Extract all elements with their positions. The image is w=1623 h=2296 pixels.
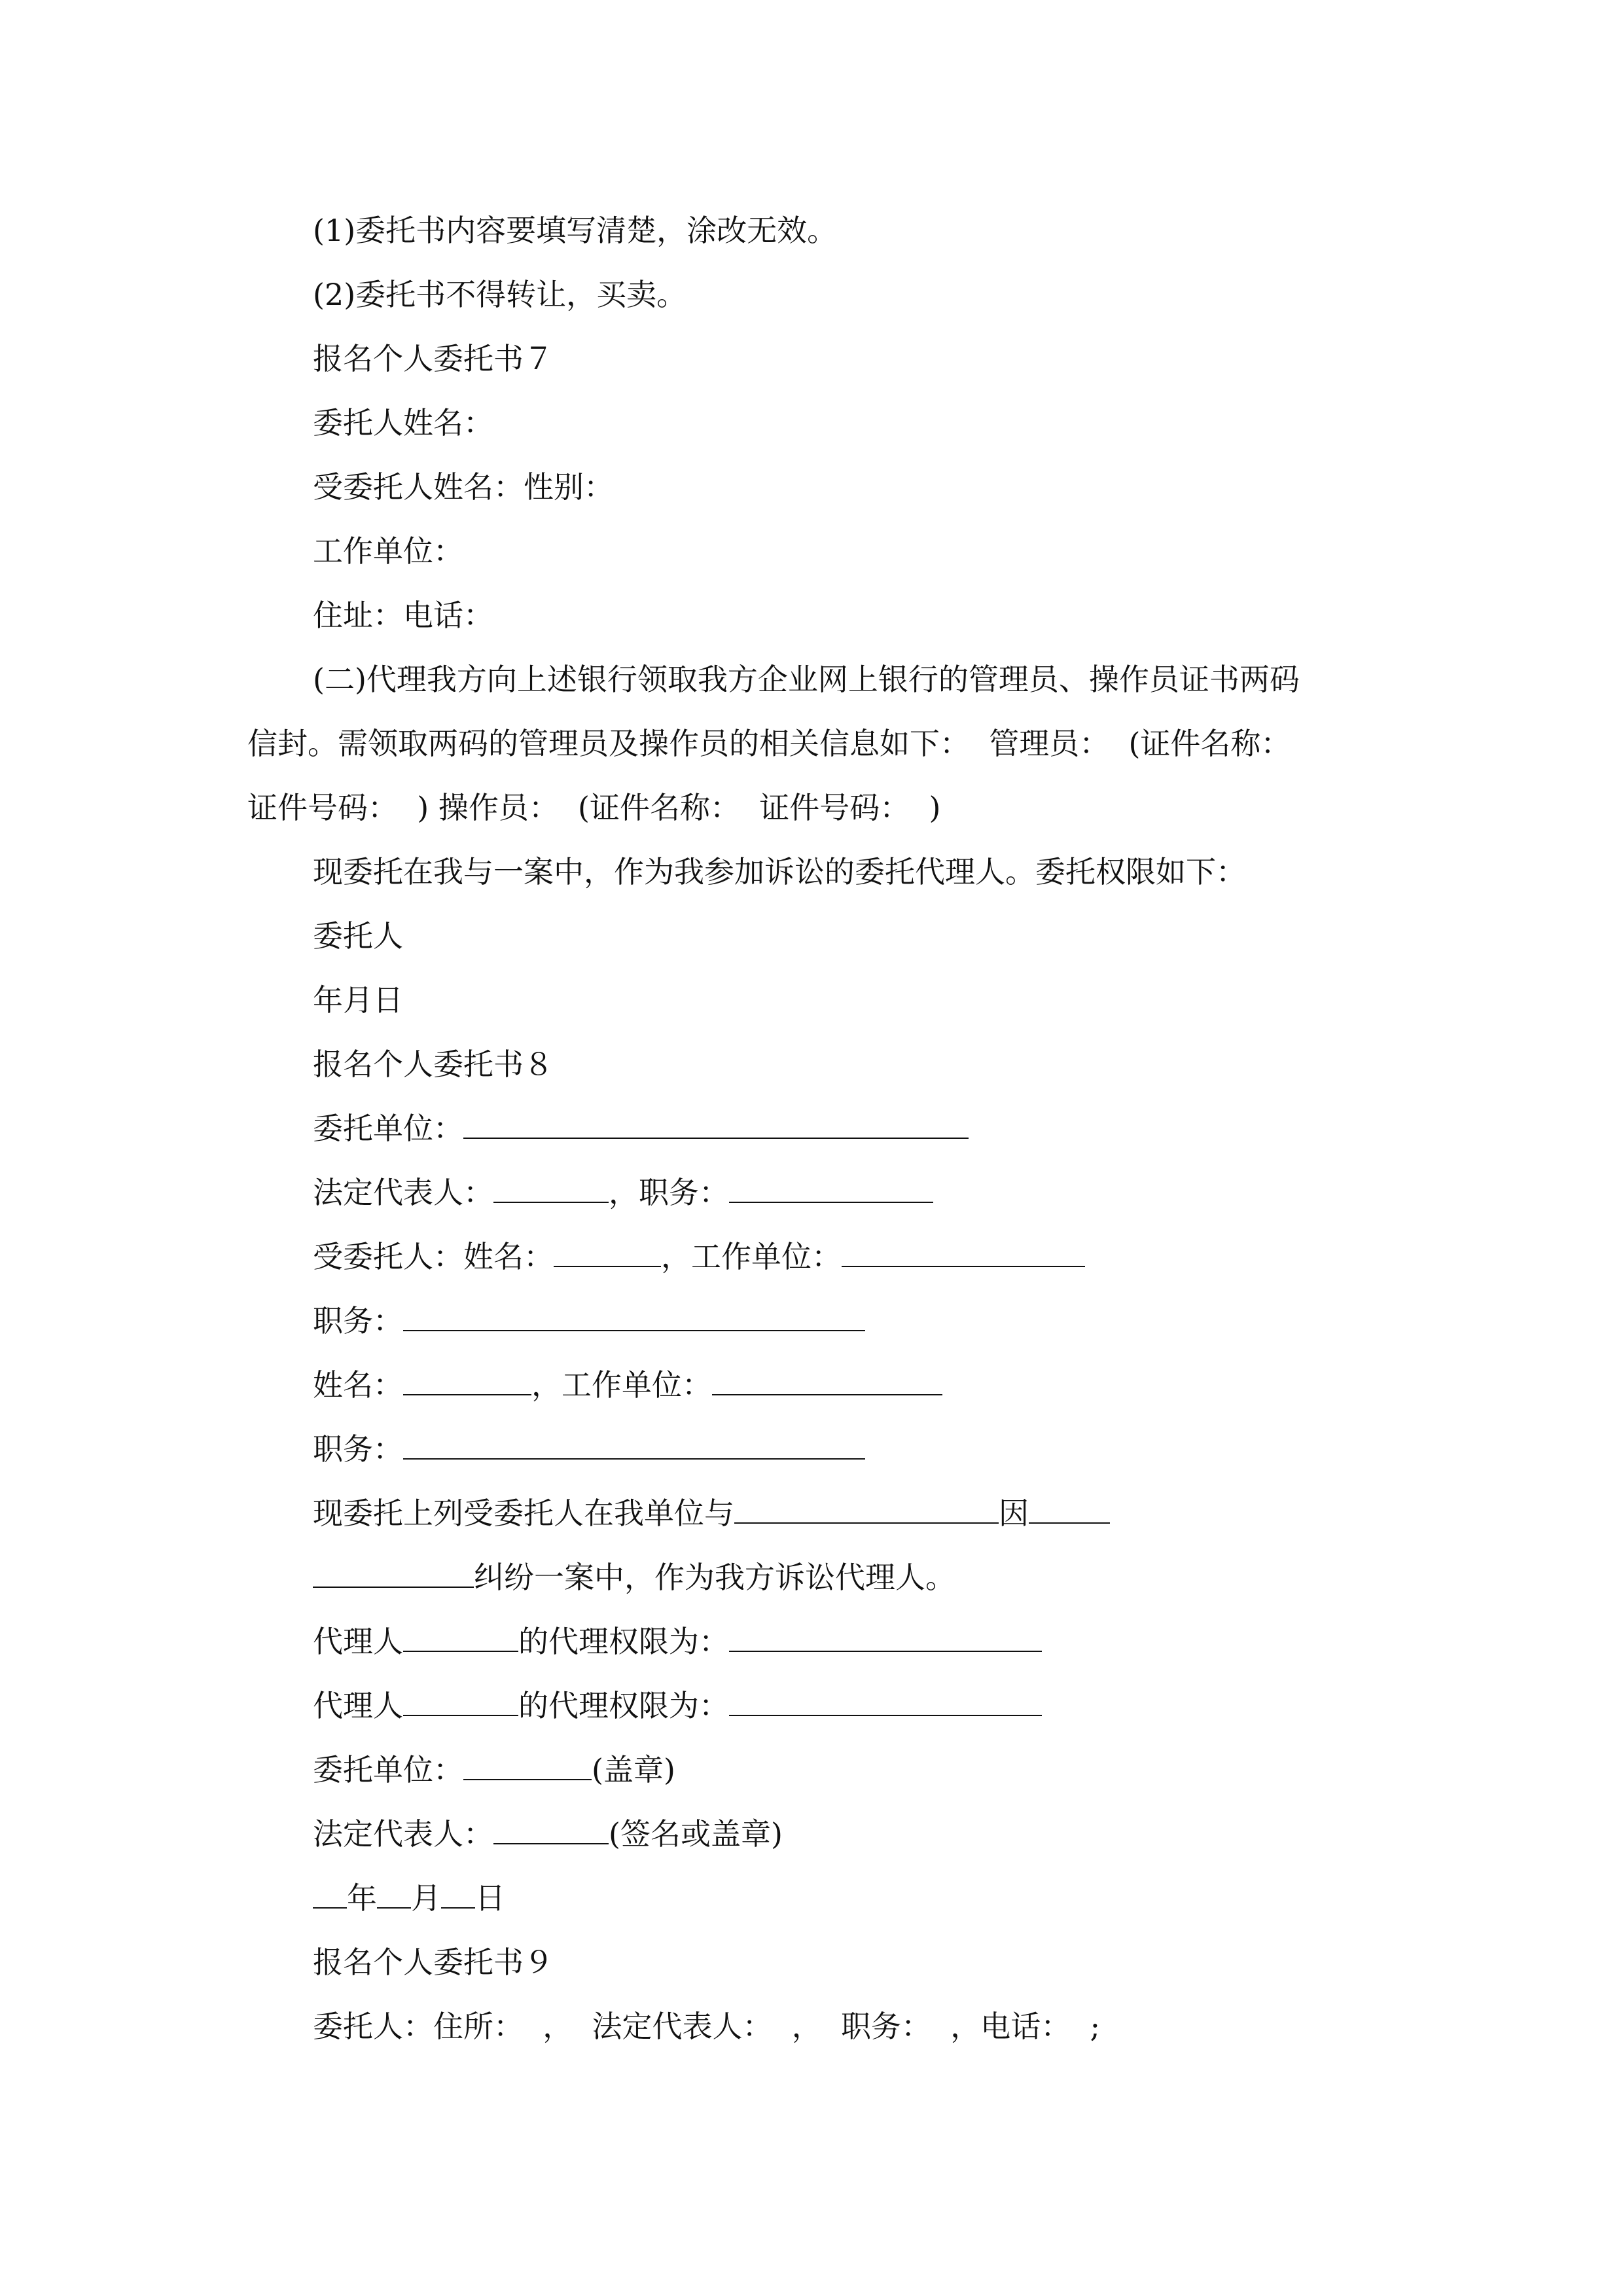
agent-name-work-line xyxy=(313,1237,1085,1276)
section-title-9: 报名个人委托书９ xyxy=(313,1945,554,1980)
month-blank[interactable] xyxy=(377,1878,411,1909)
scope-blank-1[interactable] xyxy=(729,1622,1042,1652)
scope-label: 的代理权限为： xyxy=(518,1624,729,1659)
date-line: 年月日 xyxy=(313,982,403,1018)
position-blank[interactable] xyxy=(729,1173,933,1203)
unit-seal-line xyxy=(313,1750,675,1789)
agent-blank-2[interactable] xyxy=(403,1686,518,1716)
entrusting-unit-blank[interactable] xyxy=(463,1109,969,1139)
authorization-paragraph-line-2: 信封。需领取两码的管理员及操作员的相关信息如下： 管理员： (证件名称： xyxy=(247,726,1291,761)
agent-name-blank[interactable] xyxy=(554,1237,661,1267)
entrusting-unit-label: 委托单位： xyxy=(313,1111,463,1146)
agent-blank-1[interactable] xyxy=(403,1622,518,1652)
work-unit-line: 工作单位： xyxy=(313,533,463,569)
note-1: (1)委托书内容要填写清楚，涂改无效。 xyxy=(313,213,838,248)
position-label: 职务： xyxy=(313,1303,403,1338)
day-label: 日 xyxy=(475,1880,505,1916)
agent-scope-line-2 xyxy=(313,1686,1042,1725)
signing-date-line xyxy=(313,1878,505,1918)
legal-rep-label: 法定代表人： xyxy=(313,1816,493,1852)
name-label: 姓名： xyxy=(313,1367,403,1403)
agent-work-unit-blank[interactable] xyxy=(842,1237,1085,1267)
section-title-8: 报名个人委托书８ xyxy=(313,1047,554,1082)
second-agent-name-blank[interactable] xyxy=(403,1365,531,1395)
agent-position-line-1 xyxy=(313,1301,865,1340)
agent-position-blank[interactable] xyxy=(403,1301,865,1331)
year-blank[interactable] xyxy=(313,1878,347,1909)
authorization-paragraph-line-1: (二)代理我方向上述银行领取我方企业网上银行的管理员、操作员证书两码 xyxy=(313,662,1300,697)
principal-signature: 委托人 xyxy=(313,918,403,954)
sign-or-seal-note: (签名或盖章) xyxy=(609,1816,783,1852)
agent-position-line-2 xyxy=(313,1429,865,1469)
second-agent-work-unit-blank[interactable] xyxy=(712,1365,942,1395)
dispute-type-blank[interactable] xyxy=(313,1558,474,1588)
legal-rep-position-line xyxy=(313,1173,933,1212)
legal-rep-blank[interactable] xyxy=(493,1173,609,1203)
entrust-statement: 现委托在我与一案中，作为我参加诉讼的委托代理人。委托权限如下： xyxy=(313,854,1246,889)
principal-details-line: 委托人：住所： ， 法定代表人： ， 职务： ，电话： ; xyxy=(313,2009,1100,2044)
dispute-text: 纠纷一案中，作为我方诉讼代理人。 xyxy=(474,1560,955,1595)
dispute-line xyxy=(313,1558,955,1597)
authorization-paragraph-line-3: 证件号码： ) 操作员： (证件名称： 证件号码： ) xyxy=(247,790,941,825)
entrusting-unit-line xyxy=(313,1109,969,1148)
year-label: 年 xyxy=(347,1880,377,1916)
section-title-7: 报名个人委托书７ xyxy=(313,341,554,376)
work-unit-label: ，工作单位： xyxy=(531,1367,712,1403)
second-agent-position-blank[interactable] xyxy=(403,1429,865,1460)
day-blank[interactable] xyxy=(441,1878,475,1909)
entrust-text-a: 现委托上列受委托人在我单位与 xyxy=(313,1496,734,1531)
legal-rep-label: 法定代表人： xyxy=(313,1175,493,1210)
agent-scope-line-1 xyxy=(313,1622,1042,1661)
month-label: 月 xyxy=(411,1880,441,1916)
position-label: 职务： xyxy=(313,1431,403,1467)
entrusting-unit-label: 委托单位： xyxy=(313,1752,463,1787)
scope-blank-2[interactable] xyxy=(729,1686,1042,1716)
legal-rep-sign-blank[interactable] xyxy=(493,1814,609,1844)
note-2: (2)委托书不得转让，买卖。 xyxy=(313,277,687,312)
work-unit-label: ，工作单位： xyxy=(661,1239,842,1274)
unit-seal-blank[interactable] xyxy=(463,1750,592,1780)
entrust-statement-8 xyxy=(313,1494,1110,1533)
entrust-text-b: 因 xyxy=(999,1496,1029,1531)
agent-name-gender-line: 受委托人姓名：性别： xyxy=(313,469,614,505)
agent-name-label: 受委托人：姓名： xyxy=(313,1239,554,1274)
cause-blank[interactable] xyxy=(1029,1494,1110,1524)
position-label: ，职务： xyxy=(609,1175,729,1210)
opposing-party-blank[interactable] xyxy=(734,1494,999,1524)
scope-label: 的代理权限为： xyxy=(518,1688,729,1723)
agent-label: 代理人 xyxy=(313,1688,403,1723)
second-agent-name-work-line xyxy=(313,1365,942,1405)
principal-name-line: 委托人姓名： xyxy=(313,405,493,440)
seal-note: (盖章) xyxy=(592,1752,675,1787)
address-phone-line: 住址：电话： xyxy=(313,598,493,633)
legal-rep-sign-line xyxy=(313,1814,783,1854)
agent-label: 代理人 xyxy=(313,1624,403,1659)
